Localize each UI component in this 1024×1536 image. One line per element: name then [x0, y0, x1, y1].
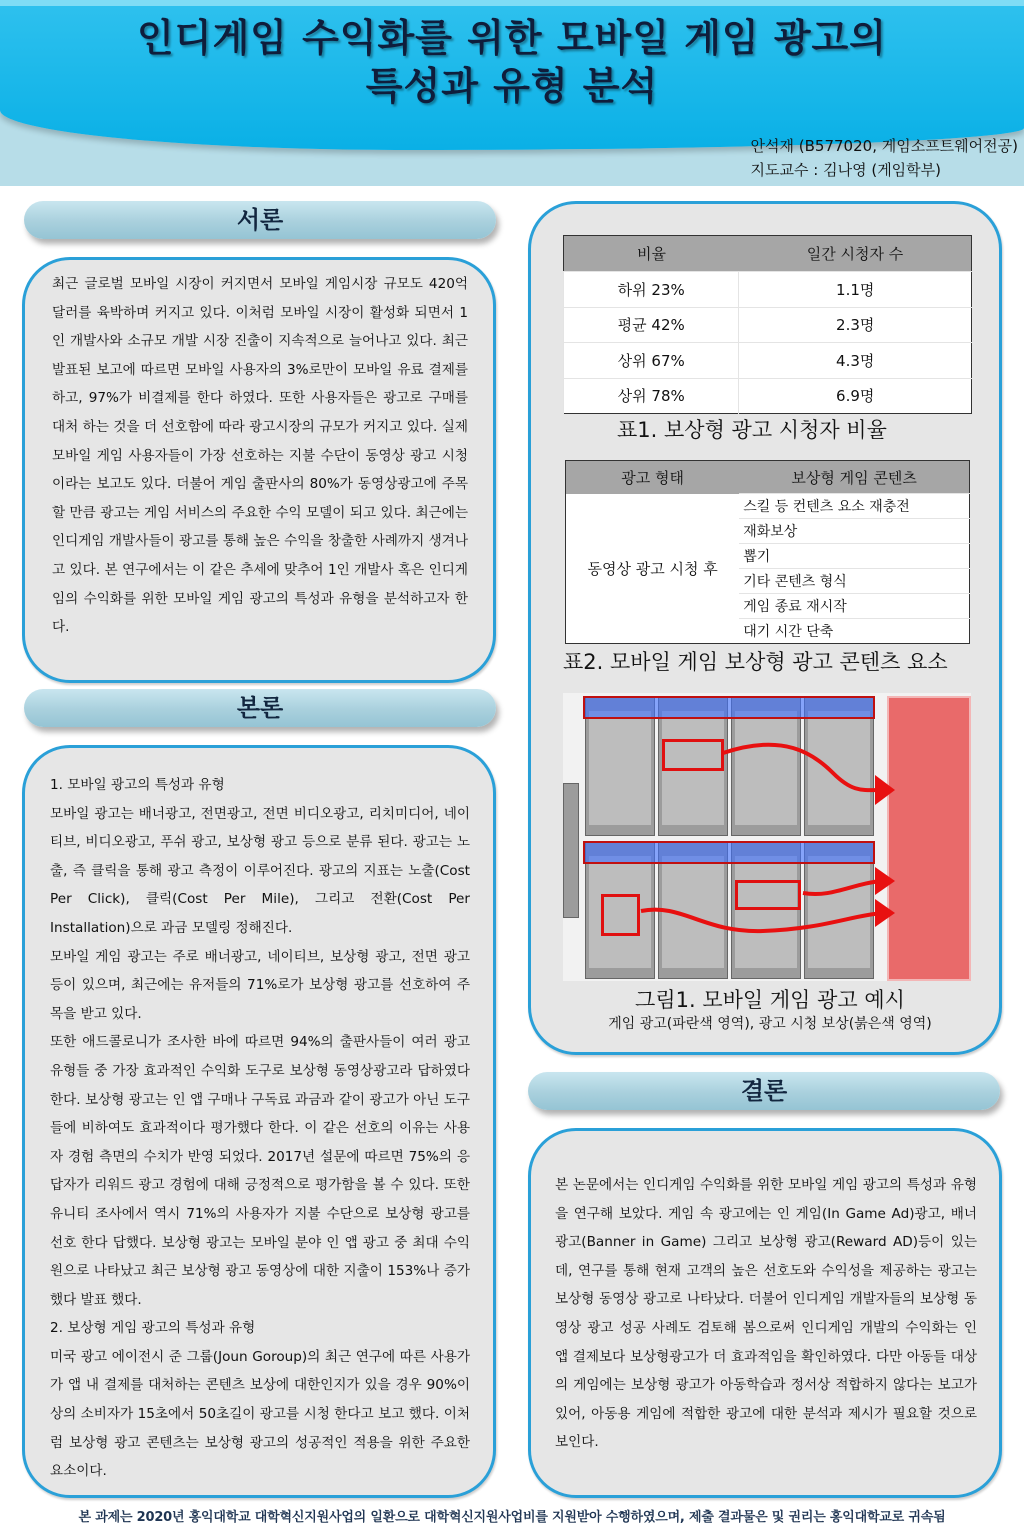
flow-arrows: [563, 693, 971, 981]
funding-footer: 본 과제는 2020년 홍익대학교 대학혁신지원사업의 일환으로 대학혁신지원사업비를 지원받아 수행하였으며, 제출 결과물은 및 권리는 홍익대학교로 귀속됨: [78, 1510, 946, 1525]
conclusion-text: [555, 1171, 977, 1457]
body-paragraph-3: 또한 애드콜로니가 조사한 바에 따르면 94%의 출판사들이 여러 광고 유형들 중 가장 효과적인 수익화 도구로 보상형 동영상광고라 답하였다 한다. 보상형 광고는 인 앱 구매나 구독료 과금과 같이 광고가 아닌 도구들에 비하여도 효과적이다 평가했다 한다. 이 같은 선호의 이유는 사용자 경험 측면의 수치가 반영 되었다. 2017년 설문에 따르면 75%의 응답자가 리워드 광고 경험에 대해 긍정적으로 평가함을 볼 수 있다. 또한 유니티 조사에서 역시 71%의 사용자가 지불 수단으로 보상형 광고를 선호 한다 답했다. 보상형 광고는 모바일 분야 인 앱 광고 중 최대 수익원으로 나타났고 최근 보상형 광고 동영상에 대한 지출이 153%나 증가했다 발표 했다.: [50, 1034, 470, 1308]
author-info: [751, 134, 1018, 182]
table2-header-content: 보상형 게임 콘텐츠: [739, 461, 969, 494]
conclusion-paragraph: 본 논문에서는 인디게임 수익화를 위한 모바일 게임 광고의 특성과 유형을 연구해 보았다. 게임 속 광고에는 인 게임(In Game Ad)광고, 배너 광고(Banner in Game) 그리고 보상형 광고(Reward AD)등이 있는데, 연구를 통해 현재 고객의 높은 선호도와 수익성을 제공하는 광고는 보상형 동영상 광고로 나타났다. 더불어 인디게임 개발자들의 보상형 동영상 광고 성공 사례도 검토해 봄으로써 인디게임 개발의 수익화는 인 앱 결제보다 보상형광고가 더 효과적임을 확인하였다. 다만 아동들 대상의 게임에는 보상형 광고가 아동학습과 정서상 적합하지 않다는 보고가 있어, 아동용 게임에 적합한 광고에 대한 분석과 제시가 필요할 것으로 보인다.: [555, 1177, 977, 1451]
table2-header-ad-type: 광고 형태: [566, 461, 740, 494]
table-cell: 2.3명: [739, 307, 972, 343]
table1-header-viewers: 일간 시청자 수: [739, 236, 972, 272]
table-cell: 게임 종료 재시작: [739, 594, 969, 619]
table-row: [566, 494, 970, 519]
section-title-intro: 서론: [236, 206, 284, 234]
title-line-1: 인디게임 수익화를 위한 모바일 게임 광고의: [137, 16, 887, 60]
body-paragraph-2: 모바일 게임 광고는 주로 배너광고, 네이티브, 보상형 광고, 전면 광고 등이 있으며, 최근에는 유저들의 71%로가 보상형 광고를 선호하여 주목을 받고 있다.: [50, 948, 470, 1022]
table-row: [564, 272, 972, 308]
table-cell: 대기 시간 단축: [739, 619, 969, 644]
figure1-caption: 그림1. 모바일 게임 광고 예시: [635, 988, 905, 1012]
table2-caption: 표2. 모바일 게임 보상형 광고 콘텐츠 요소: [563, 650, 948, 674]
author-name: 안석재 (B577020, 게임소프트웨어전공): [750, 137, 1018, 155]
body-subheading-1: 1. 모바일 광고의 특성과 유형: [50, 777, 225, 793]
figure1-subcaption: 게임 광고(파란색 영역), 광고 시청 보상(붉은색 영역): [608, 1016, 932, 1032]
header-top-line: [0, 0, 1024, 6]
table-cell: 1.1명: [739, 272, 972, 308]
table-cell: 기타 콘텐츠 형식: [739, 569, 969, 594]
title-line-2: 특성과 유형 분석: [365, 64, 659, 108]
table1-caption: 표1. 보상형 광고 시청자 비율: [617, 418, 887, 442]
body-text: [50, 771, 470, 1486]
table-cell: 평균 42%: [564, 307, 739, 343]
table-cell: 재화보상: [739, 519, 969, 544]
body-paragraph-1: 모바일 광고는 배너광고, 전면광고, 전면 비디오광고, 리치미디어, 네이티브, 비디오광고, 푸쉬 광고, 보상형 광고 등으로 분류 된다. 광고는 노출, 즉 클릭을 통해 광고 측정이 이루어진다. 광고의 지표는 노출(Cost Per Click), 클릭(Cost Per Mile), 그리고 전환(Cost Per Installation)으로 과금 모델링 정해진다.: [50, 805, 470, 936]
poster-title: [0, 14, 1024, 110]
table-viewer-ratio: [563, 235, 972, 414]
table-cell: 뽑기: [739, 544, 969, 569]
table-cell: 하위 23%: [564, 272, 739, 308]
table-row: [564, 378, 972, 414]
table-cell: 4.3명: [739, 343, 972, 379]
table-row: [564, 307, 972, 343]
table-cell: 상위 78%: [564, 378, 739, 414]
intro-text: [52, 270, 468, 642]
table-reward-content: [565, 460, 970, 644]
section-title-body: 본론: [236, 694, 284, 722]
table-cell: 상위 67%: [564, 343, 739, 379]
table2-merged-cell: 동영상 광고 시청 후: [587, 559, 718, 578]
table-row: [564, 343, 972, 379]
table1-header-ratio: 비율: [564, 236, 739, 272]
body-paragraph-4: 미국 광고 에이전시 준 그룹(Joun Goroup)의 최근 연구에 따른 사용가가 앱 내 결제를 대처하는 콘텐츠 보상에 대한인지가 있을 경우 90%이상의 소비자가 15초에서 50초길이 광고를 시청 한다고 보고 했다. 이처럼 보상형 광고 콘텐츠는 보상형 광고의 성공적인 적용을 위한 주요한 요소이다.: [50, 1348, 470, 1480]
advisor-name: 지도교수 : 김나영 (게임학부): [750, 161, 941, 179]
table-cell: 스킬 등 컨텐츠 요소 재충전: [739, 494, 969, 519]
section-header-body: [24, 689, 496, 727]
intro-paragraph: 최근 글로벌 모바일 시장이 커지면서 모바일 게임시장 규모도 420억 달러를 육박하며 커지고 있다. 이처럼 모바일 시장이 활성화 되면서 1인 개발사와 소규모 개발 시장 진출이 지속적으로 늘어나고 있다. 최근 발표된 보고에 따르면 모바일 사용자의 3%로만이 모바일 유료 결제를 하고, 97%가 비결제를 한다 하였다. 또한 사용자들은 광고로 구매를 대처 하는 것을 더 선호함에 따라 광고시장의 규모가 커지고 있다. 실제 모바일 게임 사용자들이 가장 선호하는 지불 수단이 동영상 광고 시청이라는 보고도 있다. 더불어 게임 출판사의 80%가 동영상광고에 주목할 만큼 광고는 게임 서비스의 주요한 수익 모델이 되고 있다. 최근에는 인디게임 개발사들이 광고를 통해 높은 수익을 창출한 사례까지 생겨나고 있다. 본 연구에서는 이 같은 추세에 맞추어 1인 개발사 혹은 인디게임의 수익화를 위한 모바일 게임 광고의 특성과 유형을 분석하고자 한다.: [52, 276, 468, 636]
table-cell: 6.9명: [739, 378, 972, 414]
section-header-conclusion: [528, 1072, 1000, 1110]
section-header-intro: [24, 201, 496, 239]
section-title-conclusion: 결론: [740, 1077, 788, 1105]
figure-ad-example: [563, 693, 971, 981]
body-subheading-2: 2. 보상형 게임 광고의 특성과 유형: [50, 1320, 256, 1337]
